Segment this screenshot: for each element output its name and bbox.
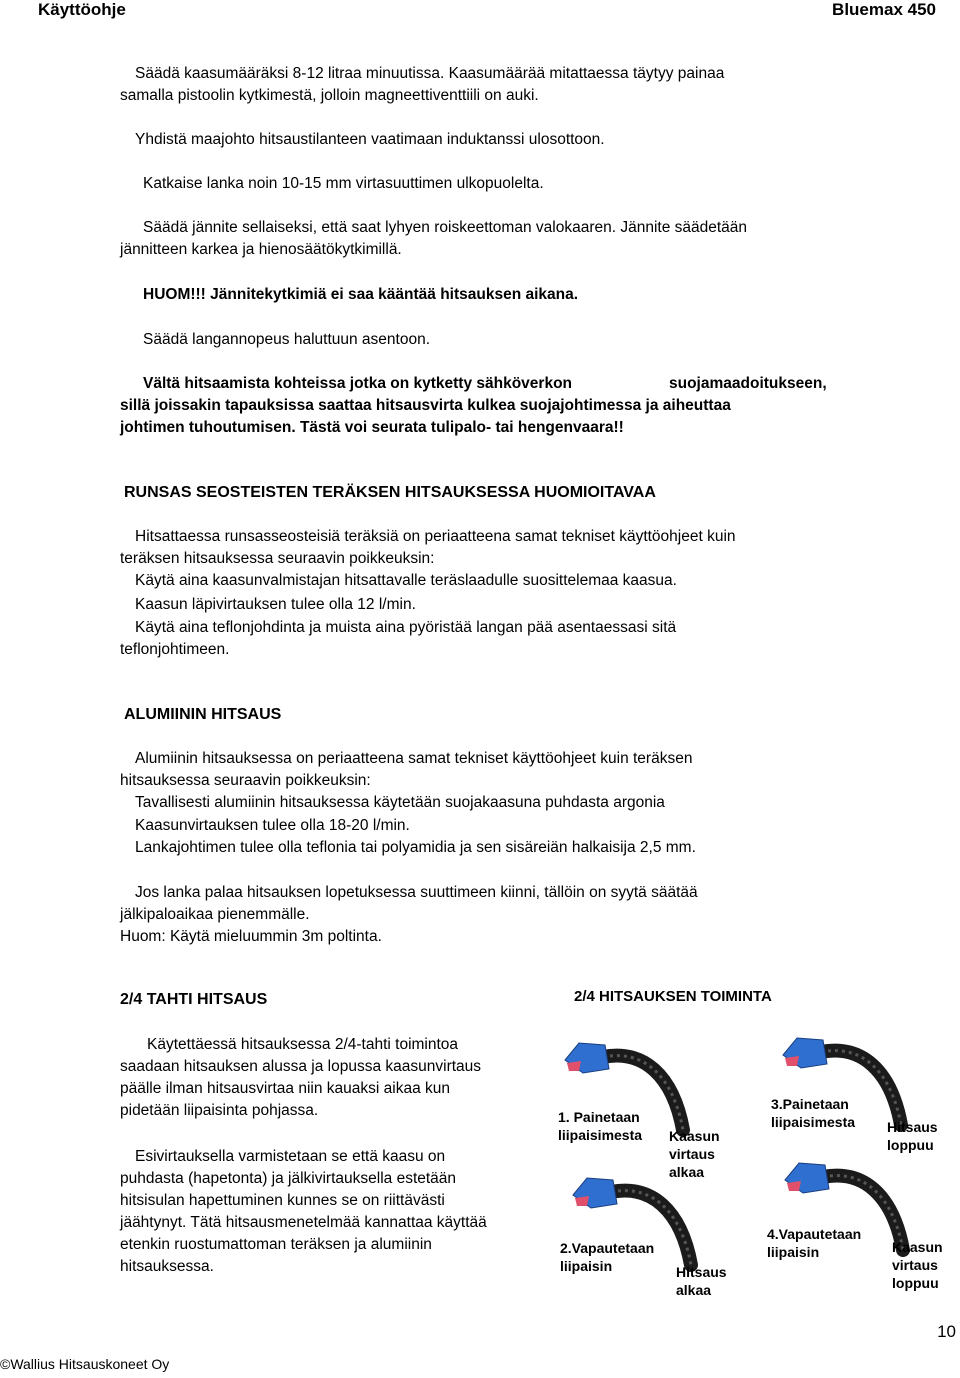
- text-line: Esivirtauksella varmistetaan se että kaasu on: [135, 1148, 446, 1165]
- step1-label-a: 1. Painetaan: [558, 1109, 640, 1125]
- step1-label-b: liipaisimesta: [558, 1127, 643, 1143]
- page-number: 10: [937, 1322, 956, 1341]
- text-line: etenkin ruostumattoman teräksen ja alumiinin: [120, 1236, 432, 1253]
- text-line: Käytettäessä hitsauksessa 2/4-tahti toimintoa: [147, 1036, 459, 1053]
- warning-line: HUOM!!! Jännitekytkimiä ei saa kääntää hitsauksen aikana.: [143, 286, 579, 303]
- text-line: hitsisulan hapettuminen kunnes se on riittävästi: [120, 1192, 445, 1209]
- diagram-title: 2/4 HITSAUKSEN TOIMINTA: [574, 988, 772, 1005]
- step2-label-b: liipaisin: [560, 1258, 613, 1274]
- section-title-runsas: RUNSAS SEOSTEISTEN TERÄKSEN HITSAUKSESSA HUOMIOITAVAA: [124, 484, 656, 501]
- text-line: samalla pistoolin kytkimestä, jolloin magneettiventtiili on auki.: [120, 87, 539, 104]
- text-line: Kaasunvirtauksen tulee olla 18-20 l/min.: [135, 817, 410, 834]
- step3-result-1: Hitsaus: [887, 1119, 938, 1135]
- torch-diagram: [545, 985, 955, 1305]
- step4-label-b: liipaisin: [767, 1244, 820, 1260]
- step3-label-a: 3.Painetaan: [771, 1096, 849, 1112]
- text-line: Käytä aina teflonjohdinta ja muista aina pyöristää langan pää asentaessasi sitä: [135, 619, 677, 636]
- footer-copyright: ©Wallius Hitsauskoneet Oy: [0, 1356, 170, 1372]
- header-left: Käyttöohje: [38, 0, 126, 19]
- text-line: Yhdistä maajohto hitsaustilanteen vaatimaan induktanssi ulosottoon.: [135, 131, 605, 148]
- text-line: hitsauksessa.: [120, 1258, 214, 1275]
- text-line: Tavallisesti alumiinin hitsauksessa käytetään suojakaasuna puhdasta argonia: [135, 794, 665, 811]
- text-line: Katkaise lanka noin 10-15 mm virtasuuttimen ulkopuolelta.: [143, 175, 544, 192]
- step4-result-1: Kaasun: [892, 1239, 943, 1255]
- step4-label-a: 4.Vapautetaan: [767, 1226, 862, 1242]
- text-line: Kaasun läpivirtauksen tulee olla 12 l/min.: [135, 596, 416, 613]
- step4-result-3: loppuu: [892, 1275, 939, 1291]
- text-line: Lankajohtimen tulee olla teflonia tai polyamidia ja sen sisäreiän halkaisija 2,5 mm.: [135, 839, 696, 856]
- warning-line: suojamaadoitukseen,: [669, 375, 827, 392]
- text-line: päälle ilman hitsausvirtaa niin kauaksi aikaa kun: [120, 1080, 450, 1097]
- warning-line: Vältä hitsaamista kohteissa jotka on kytketty sähköverkon: [143, 375, 573, 392]
- text-line: teflonjohtimeen.: [120, 641, 230, 658]
- text-line: puhdasta (hapetonta) ja jälkivirtauksella estetään: [120, 1170, 457, 1187]
- text-line: Jos lanka palaa hitsauksen lopetuksessa suuttimeen kiinni, tällöin on syytä säätää: [135, 884, 698, 901]
- header-right: Bluemax 450: [832, 0, 936, 19]
- section-title-24: 2/4 TAHTI HITSAUS: [120, 991, 268, 1008]
- warning-line: sillä joissakin tapauksissa saattaa hitsausvirta kulkea suojajohtimessa ja aiheuttaa: [120, 397, 731, 414]
- text-line: jälkipaloaikaa pienemmälle.: [120, 906, 310, 923]
- step1-result-1: Kaasun: [669, 1128, 720, 1144]
- step2-label-a: 2.Vapautetaan: [560, 1240, 655, 1256]
- text-line: Käytä aina kaasunvalmistajan hitsattavalle teräslaadulle suosittelemaa kaasua.: [135, 572, 677, 589]
- step3-result-2: loppuu: [887, 1137, 934, 1153]
- warning-line: johtimen tuhoutumisen. Tästä voi seurata tulipalo- tai hengenvaara!!: [120, 419, 624, 436]
- text-line: Hitsattaessa runsasseosteisiä teräksiä on periaatteena samat tekniset käyttöohjeet kuin: [135, 528, 736, 545]
- text-line: hitsauksessa seuraavin poikkeuksin:: [120, 772, 371, 789]
- step4-result-2: virtaus: [892, 1257, 938, 1273]
- step3-label-b: liipaisimesta: [771, 1114, 856, 1130]
- text-line: saadaan hitsauksen alussa ja lopussa kaasunvirtaus: [120, 1058, 482, 1075]
- text-line: Säädä langannopeus haluttuun asentoon.: [143, 331, 430, 348]
- step1-result-3: alkaa: [669, 1164, 705, 1180]
- text-line: Säädä jännite sellaiseksi, että saat lyhyen roiskeettoman valokaaren. Jännite säädetään: [143, 219, 748, 236]
- text-line: pidetään liipaisinta pohjassa.: [120, 1102, 319, 1119]
- text-line: Alumiinin hitsauksessa on periaatteena samat tekniset käyttöohjeet kuin teräksen: [135, 750, 693, 767]
- step2-result-2: alkaa: [676, 1282, 712, 1298]
- text-line: jäähtynyt. Tätä hitsausmenetelmää kannattaa käyttää: [120, 1214, 487, 1231]
- text-line: Huom: Käytä mieluummin 3m poltinta.: [120, 928, 382, 945]
- step2-result-1: Hitsaus: [676, 1264, 727, 1280]
- text-line: teräksen hitsauksessa seuraavin poikkeuksin:: [120, 550, 435, 567]
- step1-result-2: virtaus: [669, 1146, 715, 1162]
- text-line: jännitteen karkea ja hienosäätökytkimillä.: [120, 241, 402, 258]
- text-line: Säädä kaasumääräksi 8-12 litraa minuutissa. Kaasumäärää mitattaessa täytyy painaa: [135, 65, 725, 82]
- section-title-alu: ALUMIININ HITSAUS: [124, 706, 282, 723]
